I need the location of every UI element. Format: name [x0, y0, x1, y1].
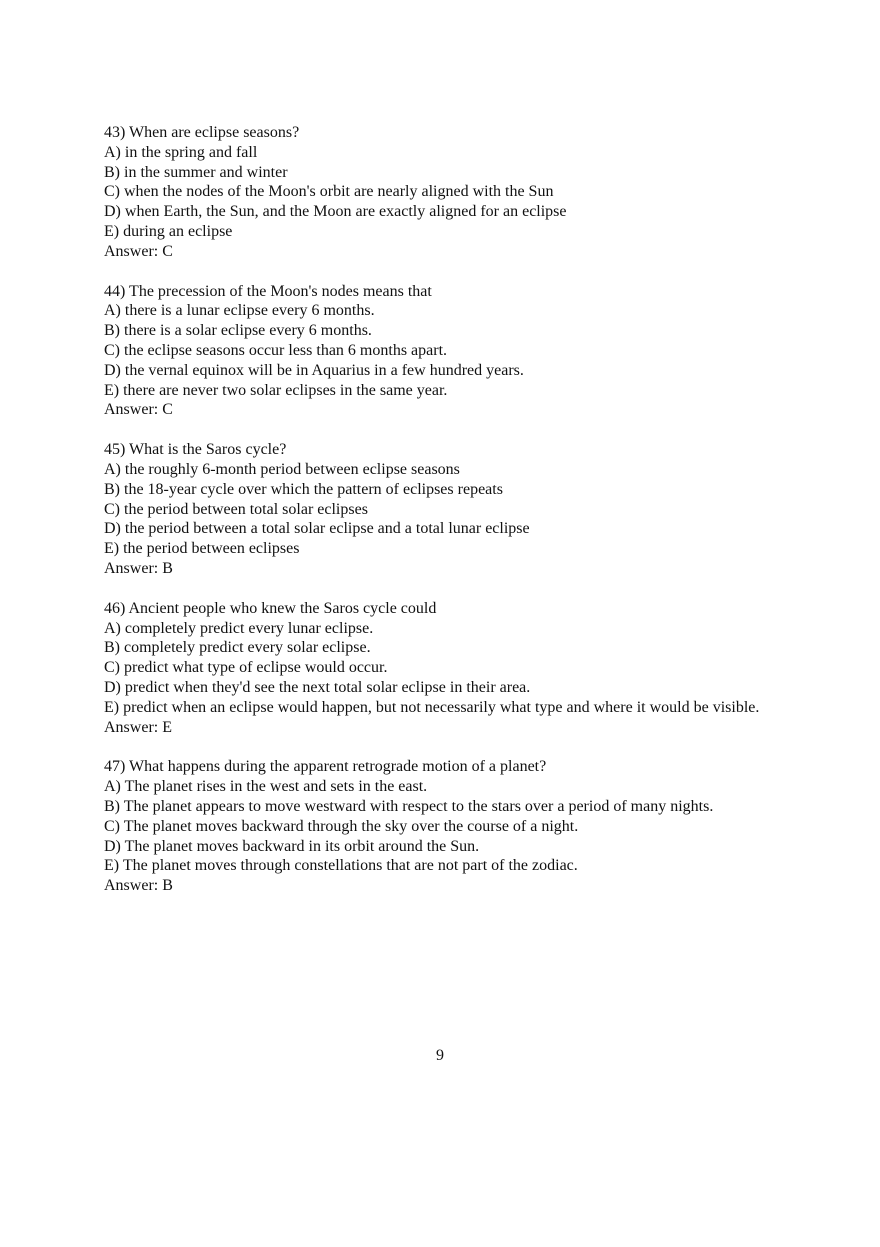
question-47	[104, 757, 784, 896]
option-b: B) completely predict every solar eclipse.	[104, 639, 371, 657]
answer: Answer: B	[104, 877, 173, 895]
question-45	[104, 440, 784, 579]
option-e: E) predict when an eclipse would happen, but not necessarily what type and where it would be visible.	[104, 698, 760, 716]
option-d: D) the vernal equinox will be in Aquarius in a few hundred years.	[104, 361, 524, 379]
option-c: C) The planet moves backward through the sky over the course of a night.	[104, 817, 579, 835]
page-number: 9	[436, 1047, 444, 1064]
question-stem: 47) What happens during the apparent retrograde motion of a planet?	[104, 758, 547, 776]
answer: Answer: C	[104, 242, 173, 260]
option-a: A) there is a lunar eclipse every 6 months.	[104, 302, 375, 320]
option-d: D) predict when they'd see the next total solar eclipse in their area.	[104, 678, 531, 696]
document-body	[104, 123, 784, 916]
option-c: C) when the nodes of the Moon's orbit are nearly aligned with the Sun	[104, 183, 554, 201]
question-stem: 44) The precession of the Moon's nodes means that	[104, 282, 432, 300]
option-e: E) the period between eclipses	[104, 540, 300, 558]
option-a: A) completely predict every lunar eclipse.	[104, 619, 374, 637]
question-46	[104, 599, 784, 738]
answer: Answer: C	[104, 401, 173, 419]
option-b: B) in the summer and winter	[104, 163, 288, 181]
option-b: B) the 18-year cycle over which the pattern of eclipses repeats	[104, 480, 503, 498]
answer: Answer: E	[104, 718, 172, 736]
option-e: E) there are never two solar eclipses in the same year.	[104, 381, 448, 399]
question-44	[104, 282, 784, 421]
option-a: A) The planet rises in the west and sets in the east.	[104, 778, 428, 796]
option-a: A) in the spring and fall	[104, 143, 258, 161]
option-d: D) the period between a total solar eclipse and a total lunar eclipse	[104, 520, 530, 538]
option-c: C) predict what type of eclipse would occur.	[104, 659, 388, 677]
question-stem: 46) Ancient people who knew the Saros cycle could	[104, 599, 437, 617]
option-d: D) The planet moves backward in its orbit around the Sun.	[104, 837, 480, 855]
option-e: E) The planet moves through constellations that are not part of the zodiac.	[104, 857, 578, 875]
option-c: C) the period between total solar eclipses	[104, 500, 368, 518]
option-b: B) The planet appears to move westward with respect to the stars over a period of many nights.	[104, 797, 714, 815]
option-e: E) during an eclipse	[104, 222, 233, 240]
option-a: A) the roughly 6-month period between eclipse seasons	[104, 460, 460, 478]
option-c: C) the eclipse seasons occur less than 6 months apart.	[104, 341, 448, 359]
answer: Answer: B	[104, 559, 173, 577]
question-stem: 43) When are eclipse seasons?	[104, 124, 300, 141]
option-d: D) when Earth, the Sun, and the Moon are exactly aligned for an eclipse	[104, 203, 567, 221]
question-stem: 45) What is the Saros cycle?	[104, 441, 287, 459]
option-b: B) there is a solar eclipse every 6 months.	[104, 322, 372, 340]
question-43	[104, 123, 784, 262]
